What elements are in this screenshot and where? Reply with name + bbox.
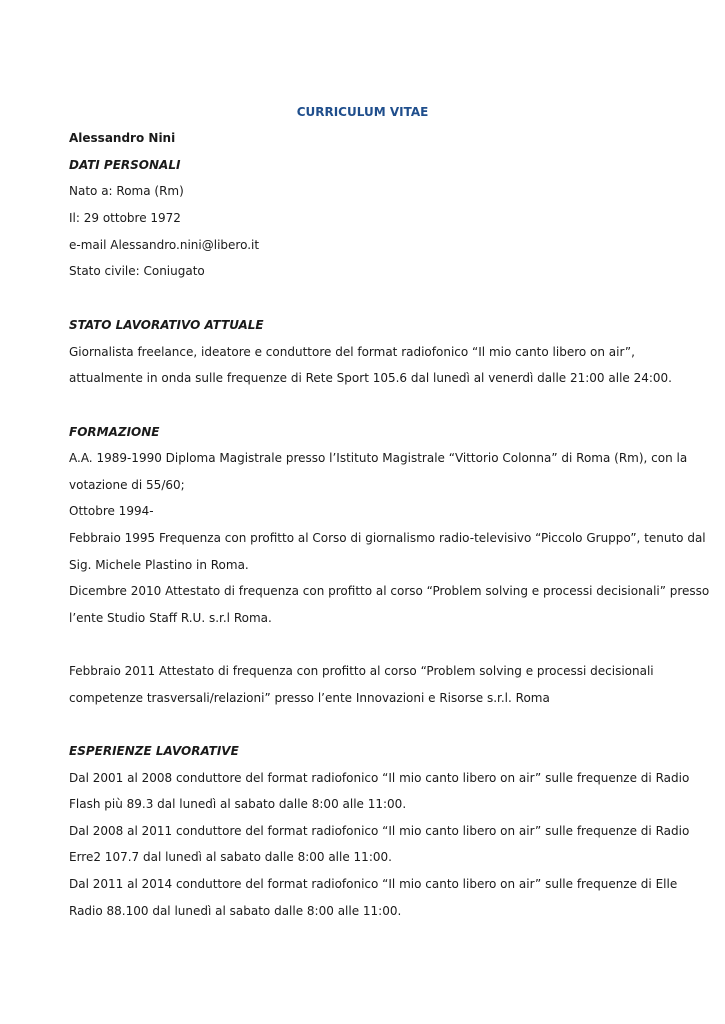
education-line: votazione di 55/60; xyxy=(69,478,185,492)
education-line: Ottobre 1994- xyxy=(69,504,154,518)
education-line: Febbraio 2011 Attestato di frequenza con profitto al corso “Problem solving e processi decisionali xyxy=(69,664,654,678)
birthdate-text: Il: 29 ottobre 1972 xyxy=(69,211,181,225)
current-work-line: attualmente in onda sulle frequenze di Rete Sport 105.6 dal lunedì al venerdì dalle 21:00 alle 24:00. xyxy=(69,371,672,385)
section-heading-education: FORMAZIONE xyxy=(69,425,160,439)
education-line: Dicembre 2010 Attestato di frequenza con profitto al corso “Problem solving e processi decisionali” presso xyxy=(69,584,710,598)
experience-line: Dal 2008 al 2011 conduttore del format radiofonico “Il mio canto libero on air” sulle frequenze di Radio xyxy=(69,824,690,838)
document-title: CURRICULUM VITAE xyxy=(296,105,429,119)
experience-line: Erre2 107.7 dal lunedì al sabato dalle 8:00 alle 11:00. xyxy=(69,850,392,864)
education-line: l’ente Studio Staff R.U. s.r.l Roma. xyxy=(69,611,272,625)
person-name: Alessandro Nini xyxy=(69,131,176,145)
section-heading-current-work: STATO LAVORATIVO ATTUALE xyxy=(69,318,264,332)
experience-line: Dal 2001 al 2008 conduttore del format radiofonico “Il mio canto libero on air” sulle frequenze di Radio xyxy=(69,771,690,785)
email-text: e-mail Alessandro.nini@libero.it xyxy=(69,238,260,252)
birthplace-text: Nato a: Roma (Rm) xyxy=(69,184,184,198)
education-line: Febbraio 1995 Frequenza con profitto al Corso di giornalismo radio-televisivo “Piccolo Gruppo”, tenuto dal xyxy=(69,531,706,545)
experience-line: Flash più 89.3 dal lunedì al sabato dalle 8:00 alle 11:00. xyxy=(69,797,407,811)
current-work-line: Giornalista freelance, ideatore e conduttore del format radiofonico “Il mio canto libero on air”, xyxy=(69,345,635,359)
marital-status-text: Stato civile: Coniugato xyxy=(69,264,205,278)
education-line: competenze trasversali/relazioni” presso l’ente Innovazioni e Risorse s.r.l. Roma xyxy=(69,691,550,705)
education-line: A.A. 1989-1990 Diploma Magistrale presso l’Istituto Magistrale “Vittorio Colonna” di Roma (Rm), con la xyxy=(69,451,688,465)
experience-line: Dal 2011 al 2014 conduttore del format radiofonico “Il mio canto libero on air” sulle frequenze di Elle xyxy=(69,877,678,891)
education-line: Sig. Michele Plastino in Roma. xyxy=(69,558,249,572)
section-heading-personal: DATI PERSONALI xyxy=(69,158,181,172)
experience-line: Radio 88.100 dal lunedì al sabato dalle 8:00 alle 11:00. xyxy=(69,904,402,918)
section-heading-experience: ESPERIENZE LAVORATIVE xyxy=(69,744,239,758)
